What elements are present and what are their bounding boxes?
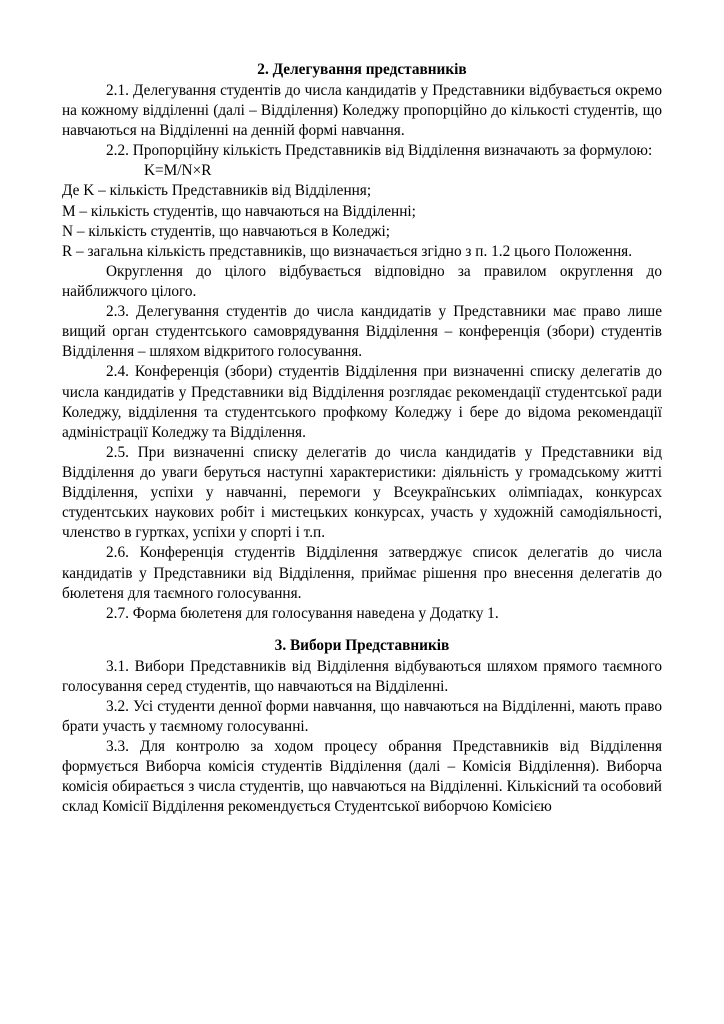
- paragraph-3-3: 3.3. Для контролю за ходом процесу обрання Представників від Відділення формується Виборча комісія студентів Відділення (далі – Комісія Відділення). Виборча комісія обирається з числа студентів, що навчаються на Відділенні. Кількісний та особовий склад Комісії Відділення рекомендується Студентської виборчою Комісією: [62, 738, 662, 816]
- formula-legend-k: Де K – кількість Представників від Відділення;: [62, 182, 372, 200]
- paragraph-3-1: 3.1. Вибори Представників від Відділення відбуваються шляхом прямого таємного голосування серед студентів, що навчаються на Відділенні.: [62, 657, 662, 695]
- formula-legend-r: R – загальна кількість представників, що визначається згідно з п. 1.2 цього Положення.: [62, 242, 633, 260]
- section-heading-3: 3. Вибори Представників: [274, 636, 450, 654]
- formula-legend-n: N – кількість студентів, що навчаються в Коледжі;: [62, 222, 391, 240]
- formula-line: K=M/N×R: [144, 162, 212, 180]
- formula-legend-m: M – кількість студентів, що навчаються на Відділенні;: [62, 202, 416, 220]
- paragraph-rounding: Округлення до цілого відбувається відповідно за правилом округлення до найближчого цілого.: [62, 262, 662, 300]
- paragraph-2-6: 2.6. Конференція студентів Відділення затверджує список делегатів до числа кандидатів у Представники від Відділення, приймає рішення про внесення делегатів до бюлетеня для таємного голосування.: [62, 544, 662, 602]
- paragraph-2-2: 2.2. Пропорційну кількість Представників від Відділення визначають за формулою:: [106, 142, 653, 160]
- paragraph-2-7: 2.7. Форма бюлетеня для голосування наведена у Додатку 1.: [106, 604, 499, 622]
- paragraph-2-5: 2.5. При визначенні списку делегатів до числа кандидатів у Представники від Відділення до уваги беруться наступні характеристики: діяльність у громадському житті Відділення, успіхи у навчанні, перемоги у Всеукраїнських олімпіадах, конкурсах студентських наукових робіт і мистецьких конкурсах, участь у художній самодіяльності, членство в гуртках, успіхи у спорті і т.п.: [62, 443, 662, 542]
- paragraph-2-3: 2.3. Делегування студентів до числа кандидатів у Представники має право лише вищий орган студентського самоврядування Відділення – конференція (збори) студентів Відділення – шляхом відкритого голосування.: [62, 303, 662, 361]
- paragraph-2-4: 2.4. Конференція (збори) студентів Відділення при визначенні списку делегатів до числа кандидатів у Представники від Відділення розглядає рекомендації студентської ради Коледжу, відділення та студентського профкому Коледжу і бере до відома рекомендації адміністрації Коледжу та Відділення.: [62, 363, 662, 441]
- section-elections: [62, 636, 662, 818]
- section-heading-2: 2. Делегування представників: [257, 61, 467, 78]
- paragraph-3-2: 3.2. Усі студенти денної форми навчання, що навчаються на Відділенні, мають право брати участь у таємному голосуванні.: [62, 697, 662, 736]
- paragraph-2-1: 2.1. Делегування студентів до числа кандидатів у Представники відбувається окремо на кожному відділенні (далі – Відділення) Коледжу пропорційно до кількості студентів, що навчаються на Відділенні на денній формі навчання.: [62, 81, 662, 140]
- section-delegation: [62, 60, 662, 624]
